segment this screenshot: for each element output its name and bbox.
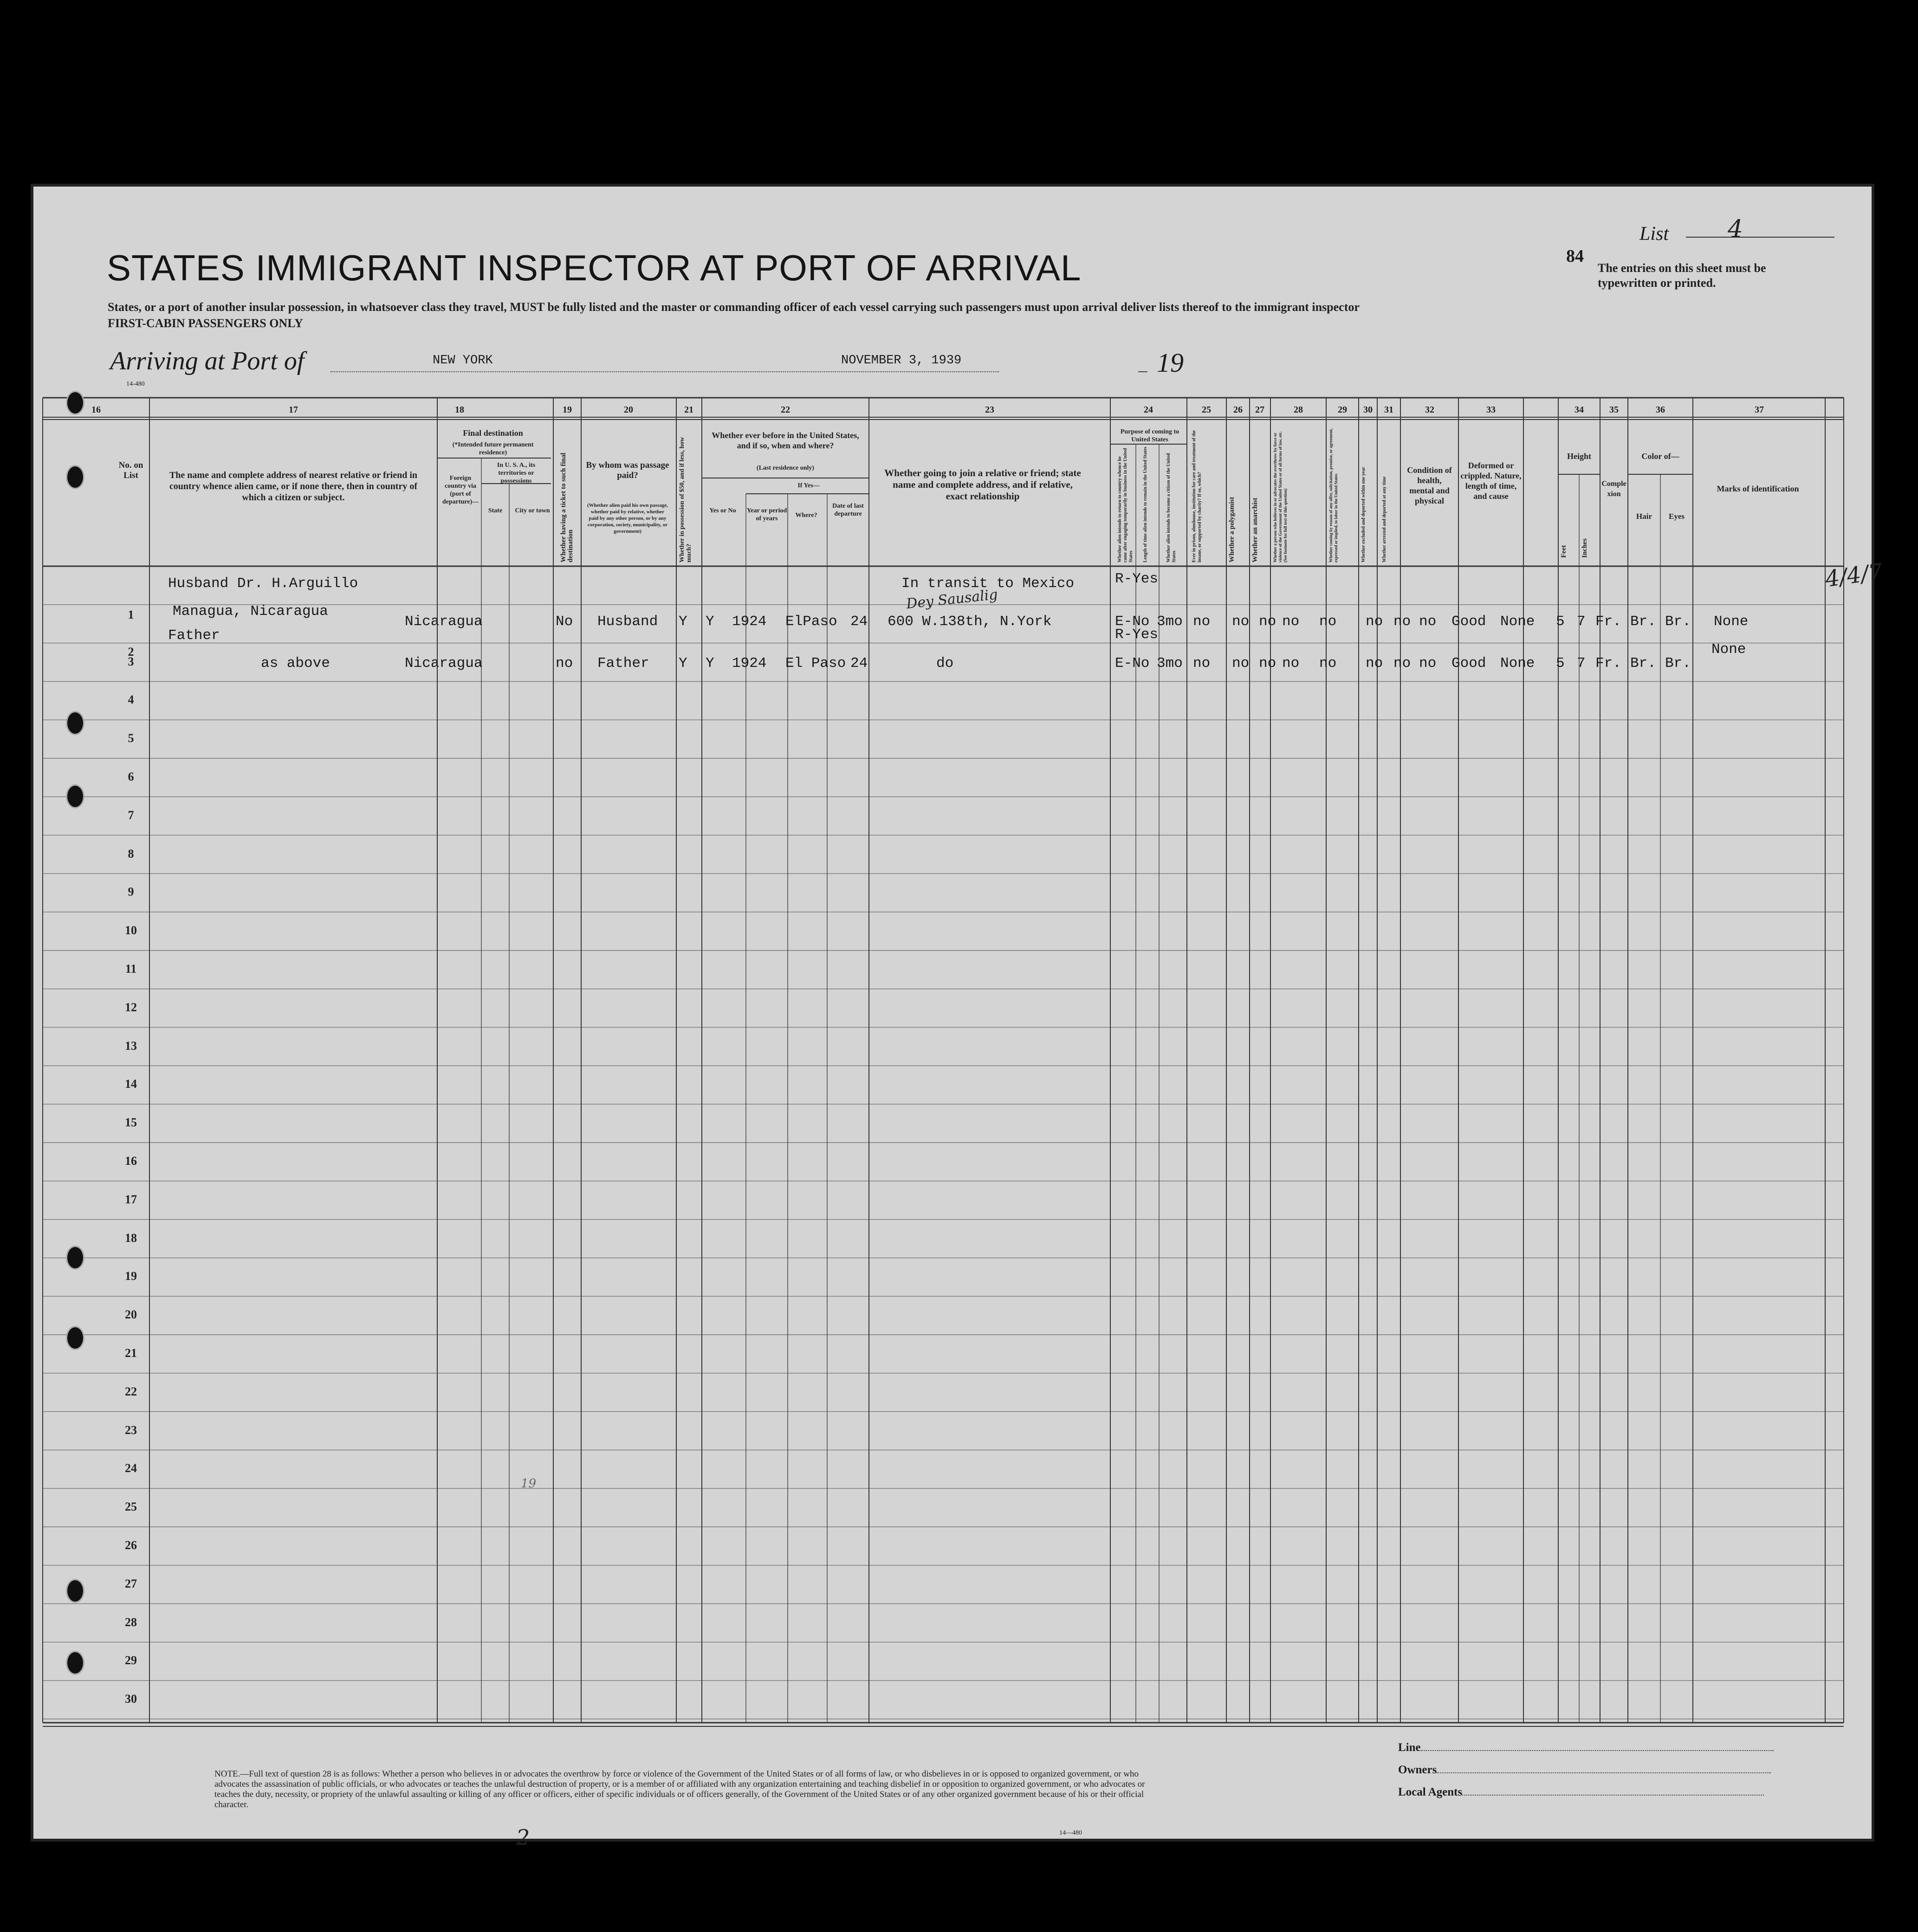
year: 1924: [732, 614, 767, 630]
column-number: 18: [455, 405, 464, 415]
purpose-r: R-Yes: [1115, 627, 1159, 643]
col34-feet: Feet: [1560, 545, 1568, 558]
binder-hole: [66, 1246, 84, 1270]
relative-address: as above: [261, 655, 330, 672]
column-number: 31: [1384, 405, 1393, 415]
row-number: 26: [125, 1538, 137, 1552]
row-number: 3: [128, 654, 134, 668]
excluded: no: [1393, 655, 1411, 672]
owners-label: [1398, 1764, 1771, 1777]
fifty-dollars: Y: [679, 655, 687, 672]
binder-hole: [66, 784, 84, 808]
row-number: 7: [128, 808, 134, 822]
binder-hole: [66, 465, 84, 489]
list-label: List: [1639, 223, 1669, 245]
row-number: 11: [125, 962, 137, 976]
deported: no: [1419, 614, 1437, 630]
year: 1924: [732, 655, 767, 672]
paid-by: Father: [597, 655, 649, 672]
complexion: Fr.: [1595, 614, 1621, 630]
polygamist: no: [1259, 614, 1277, 630]
col31-header: Whether arrested and deported at any time: [1382, 476, 1387, 562]
row-number: 9: [128, 885, 134, 899]
ticket: no: [556, 655, 573, 672]
purpose-e: E-No: [1115, 614, 1150, 630]
col36-hair: Hair: [1636, 512, 1652, 521]
column-number: 37: [1755, 405, 1764, 415]
binder-hole: [66, 1651, 84, 1675]
overthrow: no: [1319, 655, 1337, 672]
form-code-bottom: 14—480: [1059, 1829, 1082, 1836]
hair: Br.: [1630, 614, 1656, 630]
column-number: 29: [1338, 405, 1347, 415]
row-number: 29: [125, 1654, 137, 1667]
column-number: 19: [563, 405, 572, 415]
eyes: Br.: [1665, 655, 1691, 672]
foreign-country: Nicaragua: [405, 655, 483, 672]
column-number: 17: [289, 405, 298, 415]
row-number: 13: [125, 1039, 137, 1053]
complexion: Fr.: [1595, 655, 1621, 672]
contract-labor: no: [1366, 614, 1383, 630]
year-prefix: 19: [1157, 348, 1184, 378]
row-number: 19: [125, 1269, 137, 1283]
column-number: 28: [1294, 405, 1303, 415]
binder-hole: [66, 1579, 84, 1603]
column-number: 21: [684, 405, 693, 415]
col26-header: Whether a polygamist: [1228, 497, 1236, 562]
col22-ifyes: If Yes—: [797, 482, 820, 489]
column-number: 25: [1202, 405, 1211, 415]
column-number: 24: [1144, 405, 1153, 415]
owners-label-text: Owners: [1398, 1764, 1437, 1776]
footnote-question-28: NOTE.—Full text of question 28 is as follows: Whether a person who believes in or advocates the overthrow by force or violence of the Government of the United States or of all forms of law, or who disbelieves in or is opposed to organized government, or who advocates the assassination of public officials, or who advocates or teaches the unlawful destruction of property, or is a member of or affiliated with any organization entertaining and teaching disbelief in or opposition to organized government, or who advocates or teaches the duty, necessity, or propriety of the unlawful assaulting or killing of any officer or officers, either of specific individuals or of officers generally, of the Government of the United States or of any other organized government because of his or their official character.: [214, 1769, 1145, 1809]
anarchist: no: [1282, 614, 1300, 630]
length: 3mo: [1157, 614, 1183, 630]
join-line1: In transit to Mexico: [901, 575, 1075, 592]
col34-title: Height: [1567, 452, 1591, 461]
stray-annotation: 19: [521, 1477, 537, 1491]
col22-where: Where?: [795, 512, 817, 519]
col21-header: Whether in possession of $50, and if less, how much?: [679, 437, 693, 562]
column-number: 20: [624, 405, 633, 415]
line-label-text: Line: [1398, 1741, 1421, 1754]
marks: None: [1711, 641, 1746, 658]
list-number: 4: [1728, 215, 1743, 243]
date-departure: 24: [850, 655, 868, 672]
binder-hole: [66, 711, 84, 735]
relative-name: Husband Dr. H.Arguillo: [168, 575, 358, 592]
before-in-us: Y: [706, 614, 714, 630]
col35-header: Complexion: [1601, 480, 1626, 498]
col30-header: Whether excluded and deported within one year: [1361, 467, 1366, 562]
line-label: [1398, 1741, 1774, 1754]
arrival-date: NOVEMBER 3, 1939: [841, 354, 962, 368]
row-number: 14: [125, 1077, 137, 1091]
col22-title: Whether ever before in the United States, and if so, when and where?: [712, 431, 859, 450]
column-number: 23: [985, 405, 994, 415]
col22-subtitle: (Last residence only): [756, 465, 815, 472]
column-number: 27: [1255, 405, 1264, 415]
manifest-sheet: [33, 187, 1885, 1850]
col18-city: City or town: [515, 507, 550, 514]
column-number: 22: [781, 405, 790, 415]
column-number: 32: [1425, 405, 1434, 415]
ticket: No: [556, 614, 573, 630]
col36-title: Color of—: [1641, 452, 1679, 461]
sheet-number: 84: [1566, 246, 1584, 266]
foreign-country: Nicaragua: [405, 614, 483, 630]
col34-inches: Inches: [1581, 538, 1588, 558]
contract-labor: no: [1366, 655, 1383, 672]
eyes: Br.: [1665, 614, 1691, 630]
column-number: 35: [1609, 405, 1619, 415]
polygamist: no: [1259, 655, 1277, 672]
before-in-us: Y: [706, 655, 714, 672]
col36-eyes: Eyes: [1669, 512, 1685, 521]
col22-year: Year or period of years: [746, 507, 787, 522]
col18-subtitle: (*Intended future permanent residence): [452, 441, 534, 456]
column-number: 26: [1233, 405, 1243, 415]
binder-hole: [66, 1326, 84, 1350]
table-grid: [33, 187, 1872, 1839]
form-subtitle: States, or a port of another insular possession, in whatsoever class they travel, MUST be fully listed and the master or commanding officer of each vessel carrying such passengers must upon arrival deliver lists thereof to the immigrant inspector: [108, 300, 1360, 314]
row-number: 24: [125, 1461, 137, 1475]
row-number: 15: [125, 1116, 137, 1130]
anarchist: no: [1282, 655, 1300, 672]
column-number: 33: [1486, 405, 1496, 415]
col22-yesno: Yes or No: [709, 507, 736, 514]
owners-field: [1437, 1772, 1771, 1773]
column-number: 34: [1575, 405, 1584, 415]
col29-header: Whether coming by reason of any offer, solicitation, promise, or agreement, expressed or implied, to labor in the United States: [1328, 428, 1338, 562]
binder-hole: [66, 391, 84, 415]
passenger-class: FIRST-CABIN PASSENGERS ONLY: [108, 317, 303, 330]
row-number: 10: [125, 924, 137, 937]
hair: Br.: [1630, 655, 1656, 672]
col18-foreign: Foreign country via (port of departure)—: [442, 475, 479, 505]
deported: no: [1419, 655, 1437, 672]
col16-header: No. on List: [118, 460, 143, 480]
join-handwritten: Dey Sausalig: [905, 586, 999, 613]
row-number: 25: [125, 1500, 137, 1514]
paid-by: Husband: [597, 614, 658, 630]
row-number: 8: [128, 846, 134, 860]
height-feet: 5: [1556, 655, 1565, 672]
agents-label-text: Local Agents: [1398, 1786, 1463, 1798]
height-inches: 7: [1577, 655, 1586, 672]
port-value: NEW YORK: [433, 354, 493, 368]
row-number: 17: [125, 1192, 137, 1206]
col18-usa: In U. S. A., its territories or possessions: [497, 462, 536, 485]
length: 3mo: [1157, 655, 1183, 672]
typewritten-instruction: The entries on this sheet must be typewritten or printed.: [1598, 261, 1766, 290]
row-number: 18: [125, 1231, 137, 1245]
col24-return: Whether alien intends to return to country whence he came after engaging temporarily in business in the United States: [1117, 448, 1134, 562]
form-code: 14-480: [126, 381, 145, 388]
fifty-dollars: Y: [679, 614, 687, 630]
agents-field: [1462, 1795, 1764, 1796]
citizen: no: [1193, 614, 1211, 630]
col27-header: Whether an anarchist: [1251, 498, 1259, 562]
row-number: 2: [128, 645, 134, 659]
col25-header: Ever in prison, almshouse, institution for care and treatment of the insane, or supported by charity? If so, which?: [1192, 430, 1202, 562]
deformed: None: [1500, 655, 1535, 672]
row-number: 22: [125, 1384, 137, 1398]
col24-length: Length of time alien intends to remain in the United States: [1143, 446, 1148, 562]
column-number: 36: [1656, 405, 1665, 415]
health: Good: [1451, 655, 1486, 672]
row-number: 20: [125, 1308, 137, 1322]
col24-citizen: Whether alien intends to become a citizen of the United States: [1166, 453, 1177, 562]
where: ElPaso: [785, 614, 837, 630]
date-departure: 24: [850, 614, 868, 630]
health: Good: [1451, 614, 1486, 630]
row-number: 27: [125, 1577, 137, 1590]
row-number: 5: [128, 731, 134, 745]
relative-name: Father: [168, 627, 220, 644]
purpose-e: E-No: [1115, 655, 1150, 672]
column-number: 30: [1363, 405, 1373, 415]
citizen: no: [1193, 655, 1211, 672]
row-number: 16: [125, 1154, 137, 1168]
where: El Paso: [785, 655, 846, 672]
form-title: STATES IMMIGRANT INSPECTOR AT PORT OF ARRIVAL: [107, 247, 1082, 288]
col22-date: Date of last departure: [832, 503, 864, 517]
row-number: 6: [128, 770, 134, 783]
relative-address: Managua, Nicaragua: [173, 603, 328, 620]
col17-header: The name and complete address of nearest relative or friend in country whence alien came, or if none there, then in country of which a citizen or subject.: [169, 470, 418, 503]
deformed: None: [1500, 614, 1535, 630]
prison: no: [1232, 614, 1250, 630]
row-number: 1: [128, 608, 134, 621]
col37-header: Marks of identification: [1717, 484, 1799, 493]
row-number: 30: [125, 1692, 137, 1706]
column-number: 16: [91, 405, 101, 415]
height-feet: 5: [1556, 614, 1565, 630]
col18-state: State: [488, 507, 503, 514]
marks: None: [1714, 614, 1749, 630]
col20-subtitle: (Whether alien paid his own passage, whether paid by relative, whether paid by any other person, or by any corporation, society, municipality, or government): [587, 503, 668, 534]
col32-header: Condition of health, mental and physical: [1407, 465, 1452, 505]
row-number: 21: [125, 1346, 137, 1360]
col23-header: Whether going to join a relative or friend; state name and complete address, and if relative, exact relationship: [884, 467, 1081, 502]
purpose-r: R-Yes: [1115, 571, 1159, 587]
row-number: 28: [125, 1615, 137, 1629]
col20-title: By whom was passage paid?: [586, 460, 669, 480]
height-inches: 7: [1577, 614, 1586, 630]
row-number: 12: [125, 1000, 137, 1014]
join-line2: 600 W.138th, N.York: [888, 614, 1052, 630]
line-field: [1421, 1750, 1774, 1751]
prison: no: [1232, 655, 1250, 672]
row-number: 4: [128, 693, 134, 707]
agents-label: [1398, 1786, 1764, 1799]
row-number: 23: [125, 1423, 137, 1437]
bottom-annotation: 2: [516, 1825, 530, 1850]
overthrow: no: [1319, 614, 1337, 630]
col18-title: Final destination: [463, 428, 523, 438]
col24-title: Purpose of coming to United States: [1120, 428, 1179, 443]
margin-annotation: 4/4/7: [1823, 558, 1885, 593]
col28-header: Whether a person who believes in or advocates the overthrow by force or violence of the Government of the United States or of all forms of law, etc. (See footnote for full text of this question): [1273, 431, 1288, 562]
col19-header: Whether having a ticket to such final destination: [560, 452, 574, 562]
col33-header: Deformed or crippled. Nature, length of time, and cause: [1460, 461, 1522, 501]
arriving-label: Arriving at Port of: [110, 347, 305, 375]
join-line2: do: [936, 655, 954, 672]
excluded: no: [1393, 614, 1411, 630]
